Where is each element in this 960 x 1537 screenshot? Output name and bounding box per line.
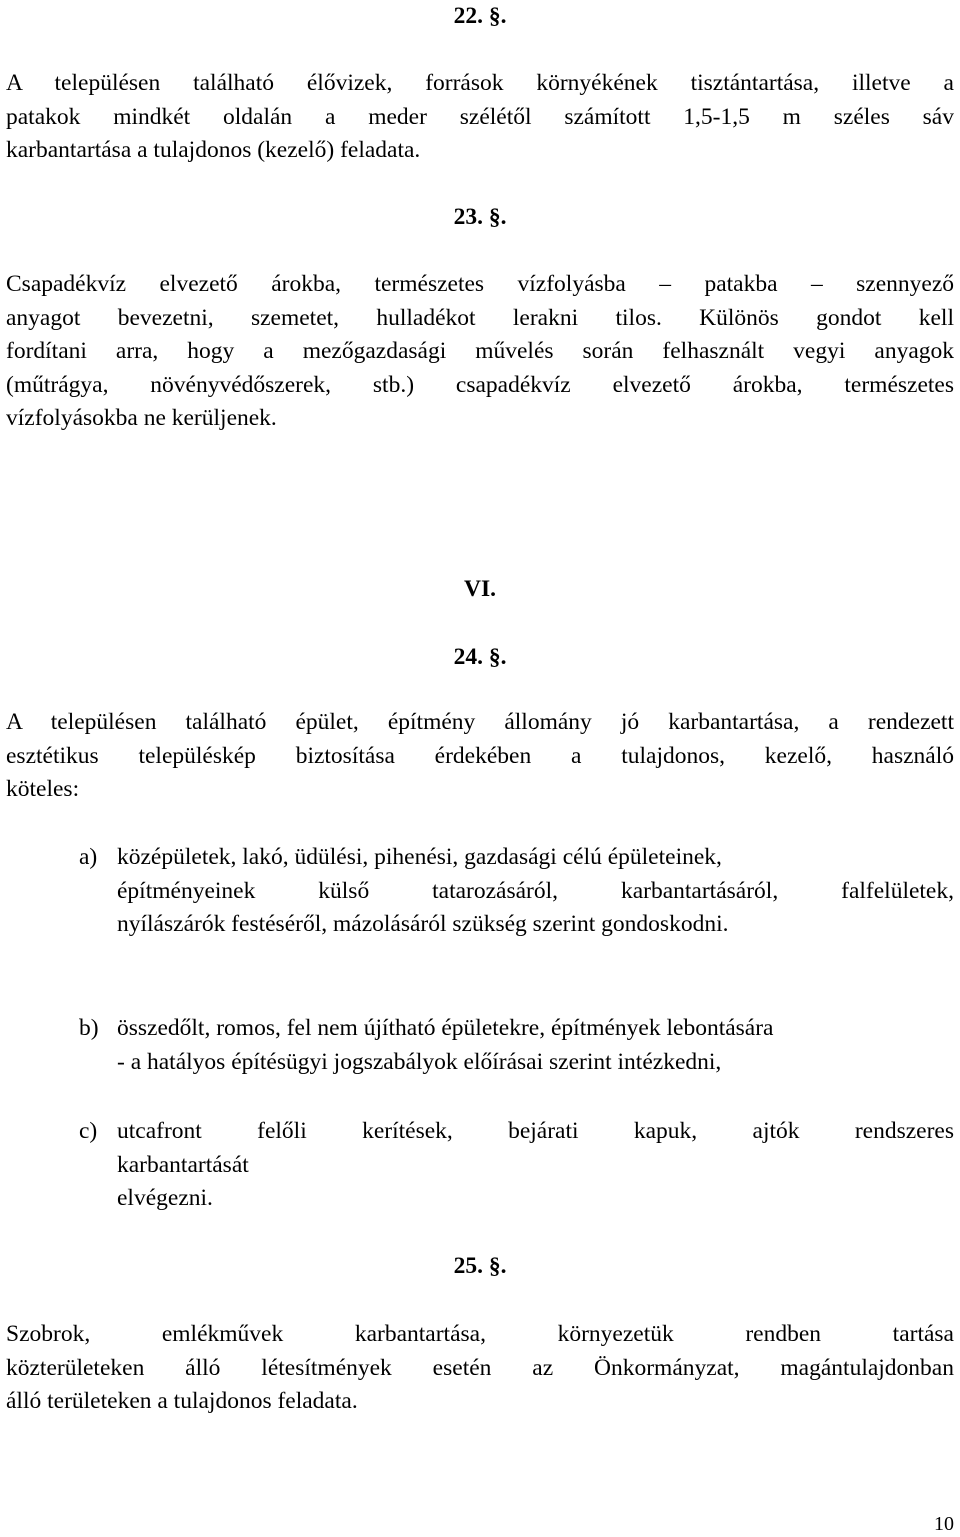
text-line: vízfolyásokba ne kerüljenek. — [6, 405, 277, 431]
text-line: karbantartását — [117, 1151, 249, 1178]
section-25-heading: 25. §. — [453, 1253, 507, 1279]
text-line: építményeinek külső tatarozásáról, karbantartásáról, falfelületek, — [117, 877, 954, 904]
section-25-paragraph — [6, 1318, 954, 1419]
section-23-heading: 23. §. — [453, 204, 507, 230]
text-line: patakok mindkét oldalán a meder szélétől számított 1,5-1,5 m széles sáv — [6, 103, 954, 130]
chapter-heading: VI. — [464, 576, 496, 602]
section-22-heading: 22. §. — [453, 3, 507, 29]
text-line: középületek, lakó, üdülési, pihenési, gazdasági célú épületeinek, — [117, 844, 722, 870]
page-number: 10 — [934, 1513, 954, 1535]
text-line: anyagot bevezetni, szemetet, hulladékot lerakni tilos. Különös gondot kell — [6, 304, 954, 331]
text-line: köteles: — [6, 776, 80, 802]
text-line: közterületeken álló létesítmények esetén az Önkormányzat, magántulajdonban — [6, 1354, 954, 1381]
text-line: - a hatályos építésügyi jogszabályok előírásai szerint intézkedni, — [117, 1048, 722, 1075]
text-line: karbantartása a tulajdonos (kezelő) feladata. — [6, 137, 421, 163]
section-24-paragraph — [6, 706, 954, 807]
list-item-text — [117, 841, 954, 942]
text-line: esztétikus településkép biztosítása érdekében a tulajdonos, kezelő, használó — [6, 742, 954, 769]
list-marker: a) — [79, 844, 98, 870]
text-line: elvégezni. — [117, 1185, 213, 1211]
text-line: utcafront felőli kerítések, bejárati kapuk, ajtók rendszeres — [117, 1118, 954, 1144]
text-line: A településen található épület, építmény állomány jó karbantartása, a rendezett — [6, 709, 954, 735]
list-marker: c) — [79, 1118, 98, 1144]
list-item-text — [117, 1012, 954, 1079]
text-line: A településen található élővizek, források környékének tisztántartása, illetve a — [6, 70, 954, 96]
text-line: nyílászárók festéséről, mázolásáról szükség szerint gondoskodni. — [117, 911, 729, 937]
text-line: álló területeken a tulajdonos feladata. — [6, 1388, 358, 1414]
document-page — [6, 0, 954, 1537]
section-23-paragraph — [6, 268, 954, 436]
text-line: összedőlt, romos, fel nem újítható épületekre, építmények lebontására — [117, 1015, 774, 1041]
list-item-text — [117, 1115, 954, 1216]
text-line: (műtrágya, növényvédőszerek, stb.) csapadékvíz elvezető árokba, természetes — [6, 371, 954, 398]
text-line: Csapadékvíz elvezető árokba, természetes vízfolyásba – patakba – szennyező — [6, 271, 954, 297]
text-line: fordítani arra, hogy a mezőgazdasági művelés során felhasznált vegyi anyagok — [6, 338, 954, 364]
list-marker: b) — [79, 1015, 99, 1041]
text-line: Szobrok, emlékművek karbantartása, környezetük rendben tartása — [6, 1321, 954, 1347]
section-24-heading: 24. §. — [453, 644, 507, 670]
section-22-paragraph — [6, 67, 954, 168]
